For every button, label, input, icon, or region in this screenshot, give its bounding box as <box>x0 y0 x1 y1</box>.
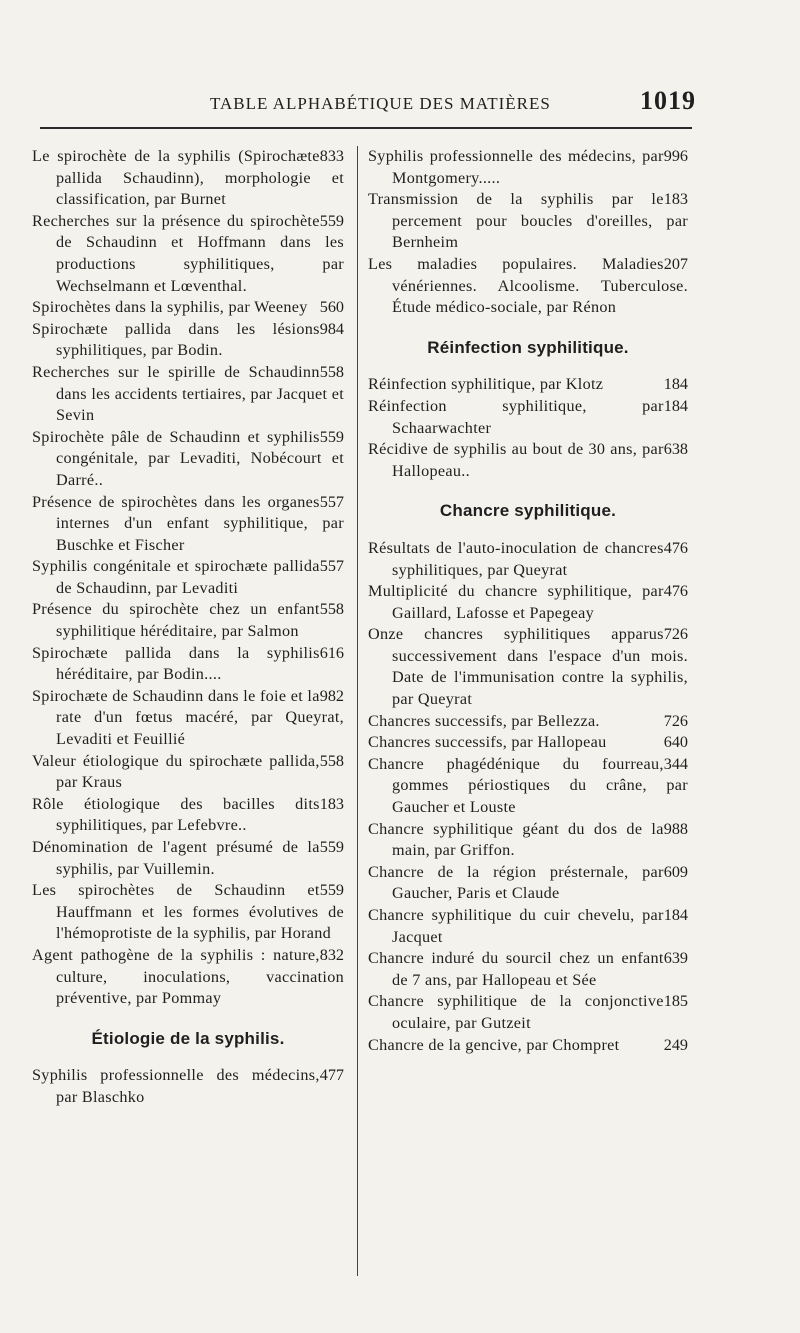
index-entry <box>368 948 688 991</box>
entry-text: Agent pathogène de la syphilis : nature, culture, inoculations, vaccination préventive, par Pommay <box>32 945 344 1008</box>
index-entry <box>368 624 688 710</box>
entry-page-number: 558 <box>319 751 344 770</box>
page-number: 1019 <box>640 86 696 115</box>
entry-text: Syphilis congénitale et spirochæte pallida de Schaudinn, par Levaditi <box>32 557 320 597</box>
entry-text: Dénomination de l'agent présumé de la syphilis, par Vuillemin. <box>32 838 320 878</box>
index-entry <box>32 751 344 794</box>
left-column <box>32 146 344 1109</box>
entry-text: Spirochæte de Schaudinn dans le foie et la rate d'un fœtus macéré, par Queyrat, Levaditi et Feuillié <box>32 686 344 749</box>
entry-text: Chancre de la région présternale, par Gaucher, Paris et Claude <box>368 862 664 903</box>
entry-page-number: 557 <box>319 557 344 576</box>
entry-page-number: 639 <box>663 949 688 968</box>
entry-page-number: 558 <box>319 600 344 619</box>
index-entry <box>368 862 688 905</box>
entry-page-number: 183 <box>319 794 344 813</box>
index-entry <box>368 732 688 754</box>
index-entry <box>368 254 688 319</box>
entry-text: Multiplicité du chancre syphilitique, par Gaillard, Lafosse et Papegeay <box>368 582 664 622</box>
section-heading-chancre: Chancre syphilitique. <box>439 501 617 521</box>
index-entry <box>368 819 688 862</box>
entry-text: Présence de spirochètes dans les organes internes d'un enfant syphilitique, par Buschke et Fischer <box>32 492 344 554</box>
entry-text: Spirochètes dans la syphilis, par Weeney <box>32 298 308 317</box>
index-entry <box>32 211 344 297</box>
entry-page-number: 832 <box>319 945 344 964</box>
entry-text: Les spirochètes de Schaudinn et Hauffmann et les formes évolutives de l'hémoprotiste de la syphilis, par Horand <box>32 881 344 943</box>
entry-text: Syphilis professionnelle des médecins, par Blaschko <box>32 1066 320 1106</box>
entry-text: Chancres successifs, par Bellezza. <box>368 711 600 730</box>
entry-page-number: 184 <box>663 375 688 394</box>
column-separator <box>357 146 358 1276</box>
index-entry <box>368 1035 688 1057</box>
entry-page-number: 833 <box>319 147 344 165</box>
entry-page-number: 249 <box>663 1035 688 1054</box>
index-entry <box>368 905 688 948</box>
entry-page-number: 559 <box>319 881 344 900</box>
entry-page-number: 638 <box>663 440 688 459</box>
entry-page-number: 559 <box>319 427 344 446</box>
index-entry <box>32 880 344 945</box>
right-column <box>368 146 688 1056</box>
index-entry <box>32 319 344 362</box>
entry-page-number: 477 <box>319 1066 344 1085</box>
entry-text: Spirochæte pallida dans la syphilis héréditaire, par Bodin.... <box>32 643 320 684</box>
entry-text: Les maladies populaires. Maladies vénériennes. Alcoolisme. Tuberculose. Étude médico-sociale, par Rénon <box>368 254 688 317</box>
index-entry <box>368 396 688 439</box>
entry-text: Chancre de la gencive, par Chompret <box>368 1035 620 1054</box>
section-heading-etiologie: Étiologie de la syphilis. <box>91 1028 285 1048</box>
index-entry <box>32 297 344 319</box>
header-rule <box>40 127 692 129</box>
entry-page-number: 344 <box>663 754 688 773</box>
index-entry <box>368 146 688 189</box>
index-entry <box>368 581 688 624</box>
entry-page-number: 982 <box>319 686 344 705</box>
entry-page-number: 185 <box>663 992 688 1011</box>
index-entry <box>368 439 688 482</box>
entry-page-number: 559 <box>319 838 344 856</box>
index-entry <box>368 754 688 819</box>
entry-text: Présence du spirochète chez un enfant syphilitique héréditaire, par Salmon <box>32 600 320 641</box>
section-heading-reinfection: Réinfection syphilitique. <box>427 337 629 357</box>
entry-text: Réinfection syphilitique, par Schaarwachter <box>368 396 664 437</box>
index-entry <box>368 711 688 733</box>
entry-page-number: 609 <box>663 862 688 881</box>
index-entry <box>32 686 344 751</box>
entry-text: Le spirochète de la syphilis (Spirochæte pallida Schaudinn), morphologie et classification, par Burnet <box>32 147 344 209</box>
entry-page-number: 476 <box>663 538 688 557</box>
entry-text: Recherches sur la présence du spirochète de Schaudinn et Hoffmann dans les productions syphilitiques, par Wechselmann et Lœventhal. <box>32 211 344 295</box>
entry-text: Rôle étiologique des bacilles dits syphilitiques, par Lefebvre.. <box>32 794 320 835</box>
entry-page-number: 184 <box>663 396 688 415</box>
index-entry <box>32 427 344 492</box>
entry-text: Chancre phagédénique du fourreau, gommes périostiques du crâne, par Gaucher et Louste <box>368 754 688 817</box>
index-entry <box>32 599 344 642</box>
index-entry <box>368 374 688 396</box>
entry-text: Onze chancres syphilitiques apparus successivement dans l'espace d'un mois. Date de l'immunisation contre la syphilis, par Queyrat <box>368 625 688 709</box>
entry-text: Recherches sur le spirille de Schaudinn dans les accidents tertiaires, par Jacquet et Sevin <box>32 362 344 425</box>
entry-text: Chancre syphilitique du cuir chevelu, par Jacquet <box>368 906 664 946</box>
entry-page-number: 184 <box>663 906 688 924</box>
entry-page-number: 476 <box>663 582 688 601</box>
entry-page-number: 988 <box>663 819 688 838</box>
index-entry <box>32 556 344 599</box>
entry-text: Chancres successifs, par Hallopeau <box>368 733 607 752</box>
entry-text: Chancre syphilitique de la conjonctive oculaire, par Gutzeit <box>368 992 664 1032</box>
entry-page-number: 616 <box>319 643 344 662</box>
entry-page-number: 726 <box>663 625 688 644</box>
entry-page-number: 560 <box>319 298 344 317</box>
index-entry <box>368 538 688 581</box>
index-entry <box>32 362 344 427</box>
entry-page-number: 559 <box>319 211 344 230</box>
entry-text: Syphilis professionnelle des médecins, par Montgomery..... <box>368 147 664 187</box>
entry-text: Valeur étiologique du spirochæte pallida, par Kraus <box>32 751 320 792</box>
index-entry <box>32 643 344 686</box>
index-entry <box>32 837 344 880</box>
entry-page-number: 183 <box>663 190 688 209</box>
entry-page-number: 558 <box>319 362 344 381</box>
entry-text: Transmission de la syphilis par le percement pour boucles d'oreilles, par Bernheim <box>368 190 688 252</box>
entry-text: Chancre induré du sourcil chez un enfant de 7 ans, par Hallopeau et Sée <box>368 949 664 989</box>
index-entry <box>32 794 344 837</box>
index-entry <box>368 991 688 1034</box>
index-entry <box>368 189 688 254</box>
entry-text: Récidive de syphilis au bout de 30 ans, par Hallopeau.. <box>368 440 664 480</box>
entry-page-number: 640 <box>663 733 688 752</box>
index-entry <box>32 1065 344 1108</box>
entry-text: Spirochæte pallida dans les lésions syphilitiques, par Bodin. <box>32 319 320 360</box>
index-entry <box>32 492 344 557</box>
entry-page-number: 726 <box>663 711 688 730</box>
index-entry <box>32 945 344 1010</box>
entry-text: Spirochète pâle de Schaudinn et syphilis congénitale, par Levaditi, Nobécourt et Darré.. <box>32 427 344 489</box>
entry-page-number: 984 <box>319 319 344 338</box>
entry-page-number: 207 <box>663 254 688 273</box>
page-header <box>40 86 696 122</box>
entry-text: Chancre syphilitique géant du dos de la main, par Griffon. <box>368 819 664 860</box>
entry-text: Réinfection syphilitique, par Klotz <box>368 375 604 394</box>
entry-text: Résultats de l'auto-inoculation de chancres syphilitiques, par Queyrat <box>368 538 664 579</box>
entry-page-number: 996 <box>663 147 688 165</box>
index-entry <box>32 146 344 211</box>
entry-page-number: 557 <box>319 492 344 511</box>
running-title: TABLE ALPHABÉTIQUE DES MATIÈRES <box>210 94 551 113</box>
